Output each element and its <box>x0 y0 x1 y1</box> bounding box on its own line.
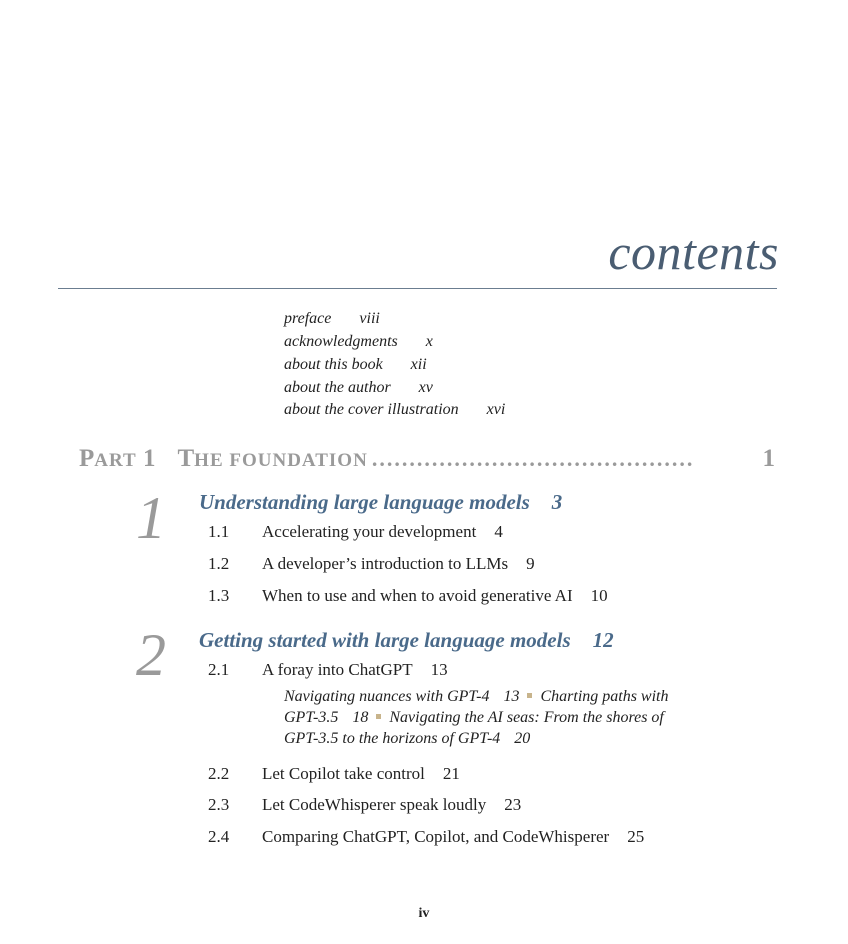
toc-subsection-line[interactable] <box>284 686 669 707</box>
toc-section-1-3[interactable] <box>208 585 808 607</box>
toc-section-1-2[interactable] <box>208 553 808 575</box>
section-title: A developer’s introduction to LLMs <box>262 554 509 573</box>
chapter-title-text: Understanding large language models <box>199 490 530 514</box>
section-title: When to use and when to avoid generative AI <box>262 586 573 605</box>
part-leader-dots: ........................................... <box>371 446 695 471</box>
toc-item-page: xv <box>418 379 433 396</box>
page-title: contents <box>608 224 779 280</box>
toc-subsection-line[interactable] <box>284 707 664 728</box>
toc-item-page: xvi <box>486 401 506 418</box>
part-page: 1 <box>762 445 775 472</box>
section-title: Accelerating your development <box>262 522 477 541</box>
section-number: 1.2 <box>208 554 230 573</box>
toc-section-2-3[interactable] <box>208 794 808 816</box>
section-page: 21 <box>442 764 460 783</box>
section-title: Let Copilot take control <box>262 764 425 783</box>
section-page: 10 <box>590 586 608 605</box>
toc-front-item-cover-illustration[interactable] <box>284 400 505 420</box>
subsection-page: 20 <box>514 730 531 747</box>
toc-item-page: x <box>425 333 433 350</box>
part-number: 1 <box>142 445 156 472</box>
section-page: 25 <box>627 827 645 846</box>
chapter-title-2[interactable] <box>199 628 614 653</box>
section-page: 9 <box>526 554 535 573</box>
chapter-number: 2 <box>136 622 166 688</box>
chapter-page: 12 <box>592 628 614 652</box>
toc-item-label: acknowledgments <box>284 333 398 350</box>
subsection-page: 18 <box>352 709 369 726</box>
subsection-page: 13 <box>503 688 520 705</box>
separator-square-icon <box>376 714 381 719</box>
subsection-title: Navigating the AI seas: From the shores of <box>389 709 664 726</box>
part-title-initial: T <box>177 445 195 472</box>
toc-front-item-about-the-author[interactable] <box>284 378 433 398</box>
chapter-page: 3 <box>551 490 563 514</box>
chapter-title-text: Getting started with large language models <box>199 628 571 652</box>
section-page: 13 <box>430 660 448 679</box>
part-label-rest: ART <box>94 450 137 471</box>
chapter-number: 1 <box>136 485 166 551</box>
section-page: 4 <box>494 522 503 541</box>
section-number: 1.1 <box>208 522 230 541</box>
toc-section-2-2[interactable] <box>208 763 808 785</box>
subsection-title: Navigating nuances with GPT-4 <box>284 688 490 705</box>
toc-item-label: about the cover illustration <box>284 401 459 418</box>
subsection-title: GPT-3.5 <box>284 709 339 726</box>
section-number: 1.3 <box>208 586 230 605</box>
toc-item-label: about this book <box>284 356 383 373</box>
toc-item-page: viii <box>359 310 380 327</box>
toc-item-label: about the author <box>284 379 391 396</box>
section-title: Let CodeWhisperer speak loudly <box>262 795 487 814</box>
section-number: 2.3 <box>208 795 230 814</box>
title-rule <box>58 288 777 289</box>
toc-front-item-preface[interactable] <box>284 309 380 329</box>
toc-part-heading[interactable] <box>79 445 775 477</box>
part-label-initial: P <box>79 445 95 472</box>
toc-section-2-1[interactable] <box>208 659 808 681</box>
page-number: iv <box>418 906 430 921</box>
section-number: 2.4 <box>208 827 230 846</box>
section-page: 23 <box>504 795 522 814</box>
part-title-rest: HE FOUNDATION <box>194 450 368 471</box>
toc-item-label: preface <box>284 310 332 327</box>
section-number: 2.1 <box>208 660 230 679</box>
toc-item-page: xii <box>410 356 427 373</box>
chapter-title-1[interactable] <box>199 490 562 515</box>
toc-front-item-acknowledgments[interactable] <box>284 332 433 352</box>
section-title: Comparing ChatGPT, Copilot, and CodeWhisperer <box>262 827 610 846</box>
subsection-title: Charting paths with <box>540 688 669 705</box>
separator-square-icon <box>527 693 532 698</box>
subsection-title: GPT-3.5 to the horizons of GPT-4 <box>284 730 501 747</box>
toc-section-1-1[interactable] <box>208 521 808 543</box>
section-number: 2.2 <box>208 764 230 783</box>
toc-front-item-about-this-book[interactable] <box>284 355 427 375</box>
toc-subsection-line[interactable] <box>284 728 530 749</box>
toc-section-2-4[interactable] <box>208 826 808 848</box>
section-title: A foray into ChatGPT <box>262 660 413 679</box>
